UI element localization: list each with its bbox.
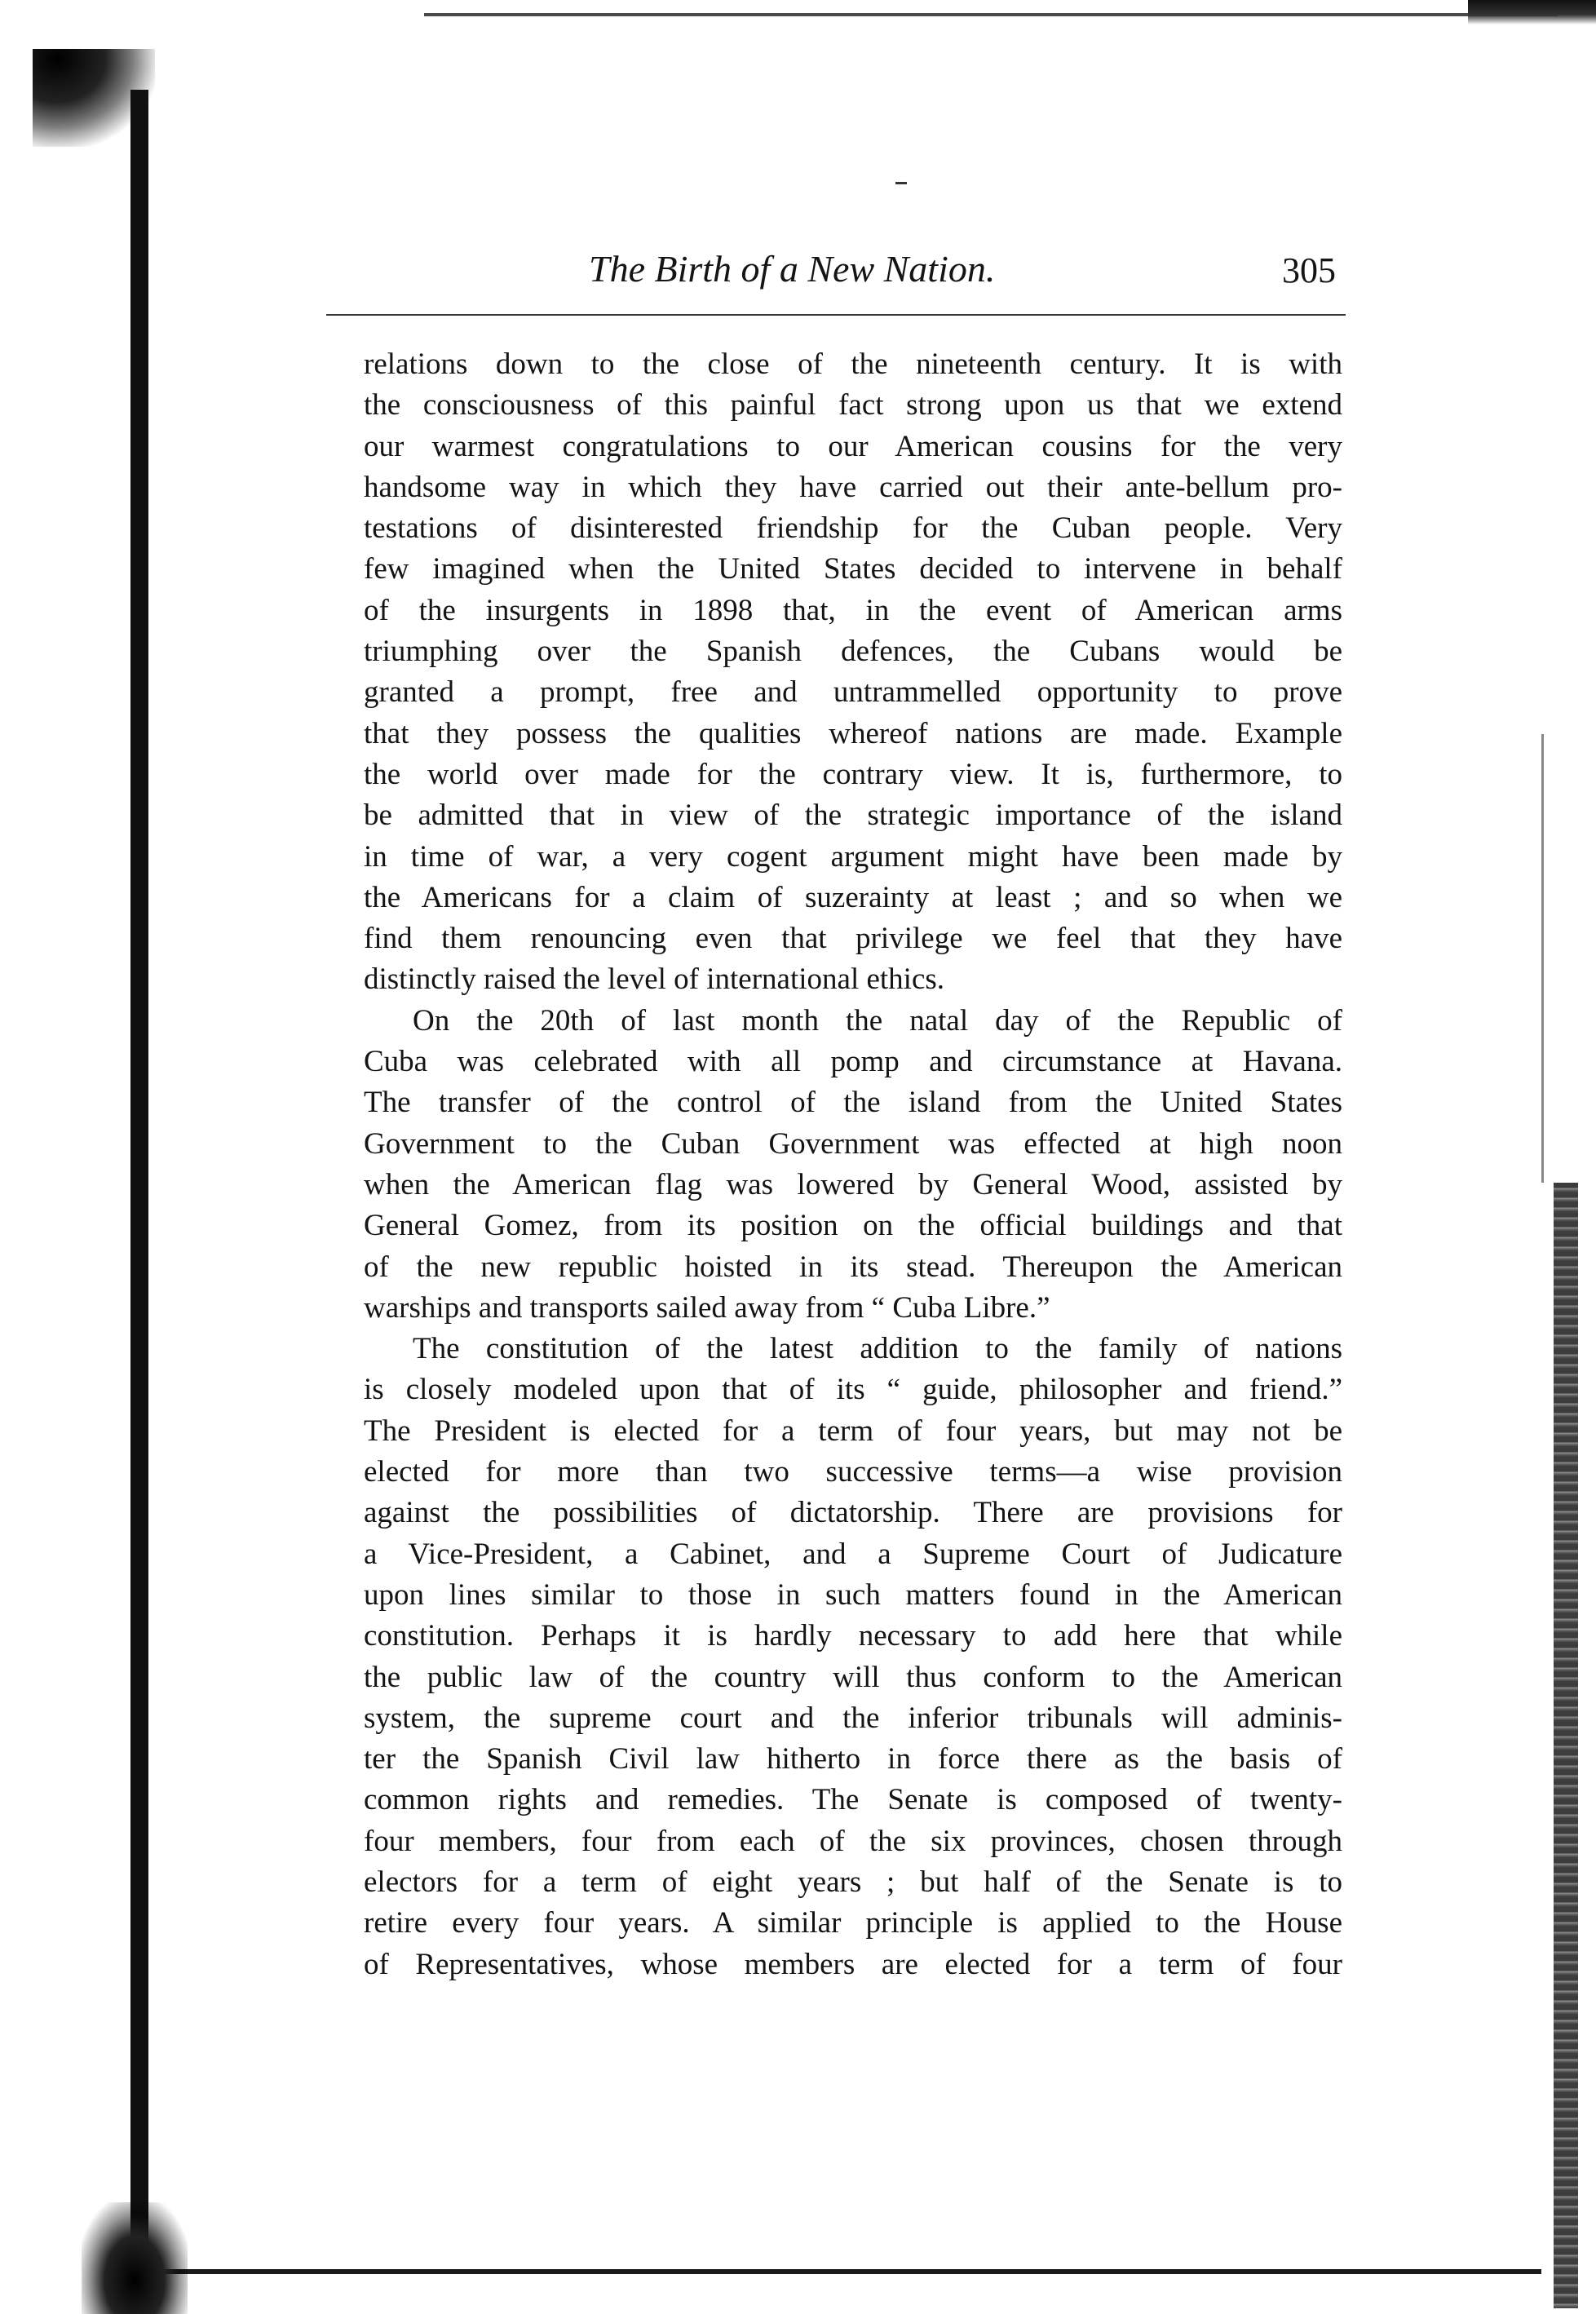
binding-shadow-bottom: [82, 2202, 188, 2314]
text-line: electors for a term of eight years ; but half of the Senate is to: [364, 1865, 1342, 1899]
text-line: the world over made for the contrary view. It is, furthermore, to: [364, 757, 1342, 791]
text-line: The transfer of the control of the island from the United States: [364, 1086, 1342, 1120]
running-head: [364, 245, 1342, 310]
text-line: The President is elected for a term of four years, but may not be: [364, 1414, 1342, 1448]
text-line: of the insurgents in 1898 that, in the event of American arms: [364, 593, 1342, 627]
text-line: triumphing over the Spanish defences, the Cubans would be: [364, 635, 1342, 669]
body-text: [364, 344, 1342, 1985]
text-line: Cuba was celebrated with all pomp and circumstance at Havana.: [364, 1045, 1342, 1079]
text-line: few imagined when the United States decided to intervene in behalf: [364, 552, 1342, 586]
text-line: granted a prompt, free and untrammelled opportunity to prove: [364, 675, 1342, 710]
page-left-edge: [130, 90, 148, 2308]
page-number: 305: [1282, 250, 1336, 290]
paragraph-end-line: distinctly raised the level of international ethics.: [364, 962, 945, 997]
paragraph-start-line: On the 20th of last month the natal day of the Republic of: [413, 1003, 1342, 1038]
text-line: General Gomez, from its position on the official buildings and that: [364, 1209, 1342, 1243]
text-line: retire every four years. A similar principle is applied to the House: [364, 1906, 1342, 1940]
text-line: handsome way in which they have carried out their ante-bellum pro-: [364, 470, 1342, 504]
page-right-edge: [1554, 1183, 1578, 2308]
text-line: is closely modeled upon that of its “ guide, philosopher and friend.”: [364, 1373, 1342, 1407]
text-line: system, the supreme court and the inferior tribunals will adminis-: [364, 1701, 1342, 1735]
text-line: four members, four from each of the six provinces, chosen through: [364, 1824, 1342, 1858]
page-bottom-edge: [139, 2269, 1541, 2274]
text-line: our warmest congratulations to our American cousins for the very: [364, 429, 1342, 463]
text-line: elected for more than two successive terms—a wise provision: [364, 1455, 1342, 1489]
text-line: relations down to the close of the nineteenth century. It is with: [364, 347, 1342, 381]
scan-speck: [895, 182, 907, 184]
text-line: upon lines similar to those in such matters found in the American: [364, 1577, 1342, 1612]
page-right-edge-thin: [1541, 734, 1544, 1183]
text-line: that they possess the qualities whereof nations are made. Example: [364, 716, 1342, 750]
text-line: find them renouncing even that privilege we feel that they have: [364, 922, 1342, 956]
scan-corner-shadow: [1468, 0, 1596, 24]
text-line: the public law of the country will thus conform to the American: [364, 1660, 1342, 1694]
text-line: when the American flag was lowered by General Wood, assisted by: [364, 1167, 1342, 1201]
paragraph-start-line: The constitution of the latest addition to the family of nations: [413, 1332, 1342, 1366]
text-line: the consciousness of this painful fact strong upon us that we extend: [364, 388, 1342, 423]
text-line: a Vice-President, a Cabinet, and a Supreme Court of Judicature: [364, 1537, 1342, 1571]
text-line: of Representatives, whose members are elected for a term of four: [364, 1947, 1342, 1981]
text-line: Government to the Cuban Government was effected at high noon: [364, 1126, 1342, 1161]
text-line: common rights and remedies. The Senate is composed of twenty-: [364, 1783, 1342, 1817]
text-line: ter the Spanish Civil law hitherto in force there as the basis of: [364, 1742, 1342, 1776]
text-line: constitution. Perhaps it is hardly necessary to add here that while: [364, 1619, 1342, 1653]
text-line: testations of disinterested friendship for the Cuban people. Very: [364, 511, 1342, 546]
paragraph-end-line: warships and transports sailed away from “ Cuba Libre.”: [364, 1290, 1050, 1325]
text-line: of the new republic hoisted in its stead. Thereupon the American: [364, 1250, 1342, 1284]
text-line: be admitted that in view of the strategic importance of the island: [364, 799, 1342, 833]
text-line: against the possibilities of dictatorship. There are provisions for: [364, 1496, 1342, 1530]
text-line: the Americans for a claim of suzerainty at least ; and so when we: [364, 880, 1342, 914]
scan-edge-top: [424, 13, 1558, 16]
running-title: The Birth of a New Nation.: [589, 248, 996, 290]
header-rule: [326, 314, 1346, 316]
text-line: in time of war, a very cogent argument might have been made by: [364, 839, 1342, 874]
